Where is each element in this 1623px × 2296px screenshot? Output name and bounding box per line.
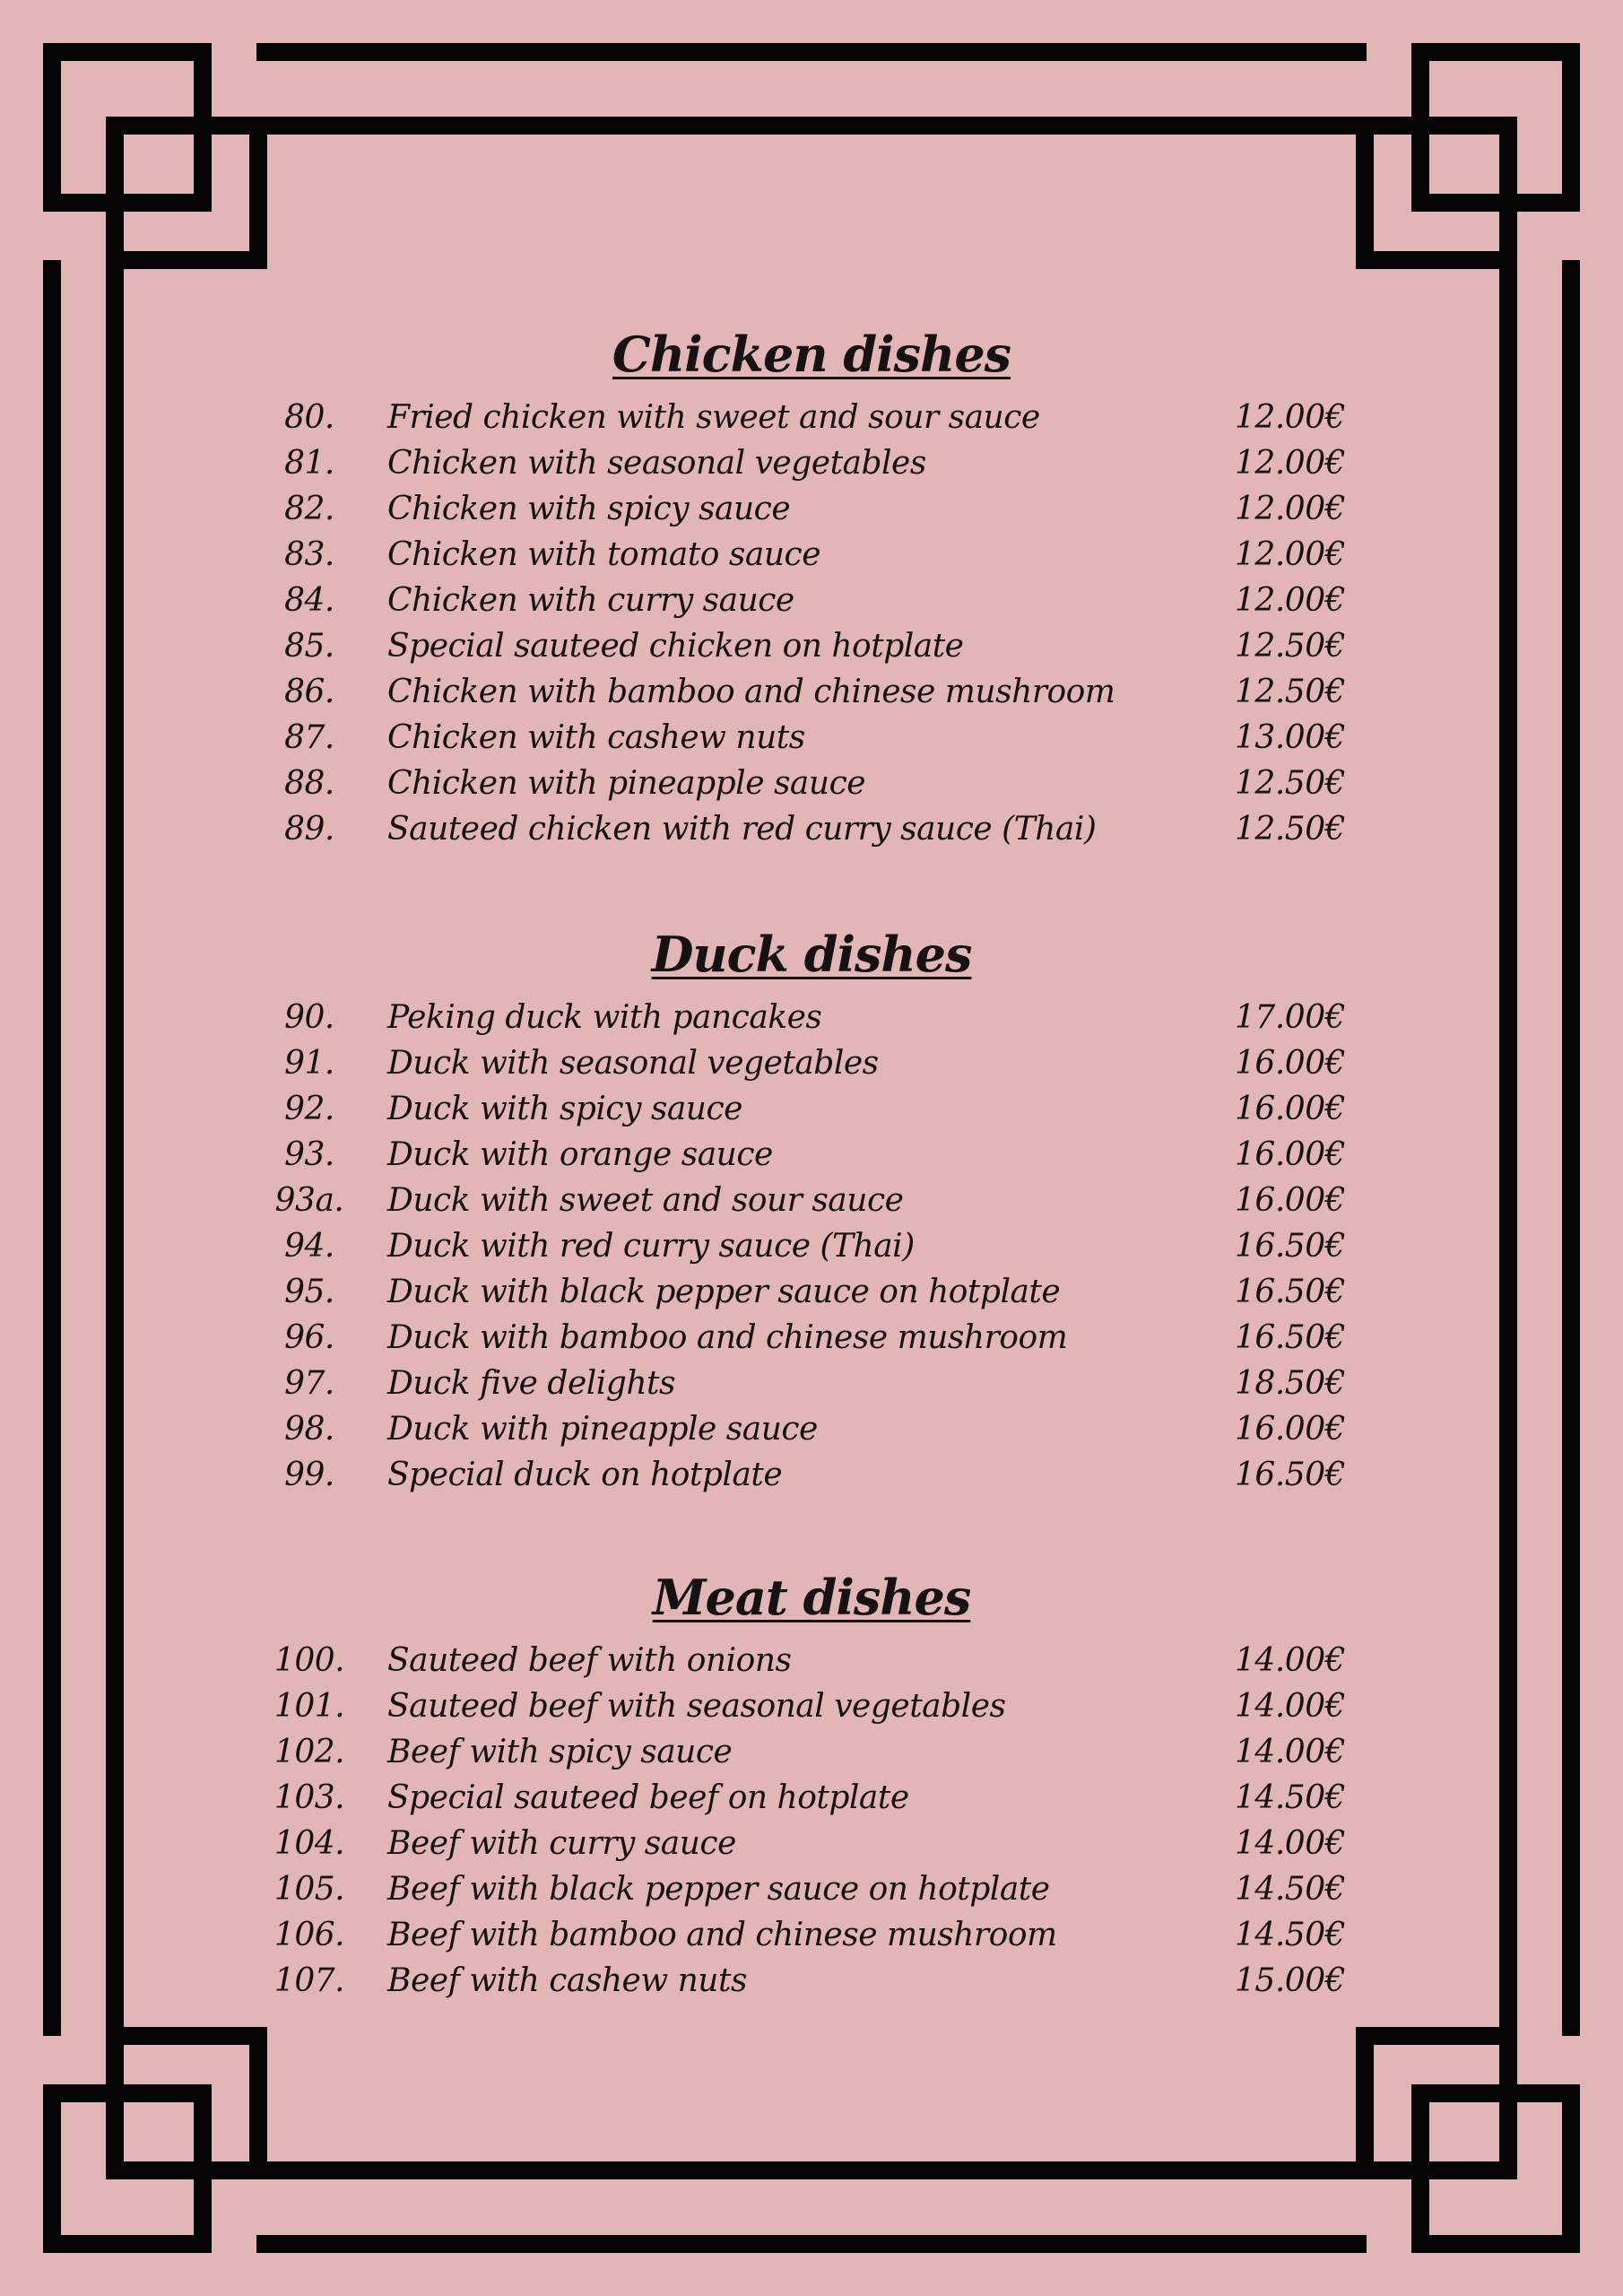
item-name: Duck with pineapple sauce [387, 1411, 818, 1448]
item-name: Duck with bamboo and chinese mushroom [387, 1319, 1068, 1356]
item-name: Sauteed chicken with red curry sauce (Thai) [387, 811, 1097, 848]
item-name: Beef with bamboo and chinese mushroom [387, 1917, 1057, 1953]
item-number: 101. [273, 1688, 345, 1725]
item-price: 14.50€ [1235, 1779, 1345, 1816]
item-number: 85. [284, 628, 334, 665]
item-name: Duck with sweet and sour sauce [387, 1182, 904, 1219]
menu-item [0, 1315, 1623, 1361]
menu-item [0, 1452, 1623, 1498]
item-number: 92. [284, 1091, 334, 1127]
item-name: Duck with red curry sauce (Thai) [387, 1228, 915, 1265]
item-price: 14.50€ [1235, 1871, 1345, 1908]
item-price: 12.00€ [1235, 445, 1345, 482]
item-name: Chicken with tomato sauce [387, 536, 820, 573]
item-name: Peking duck with pancakes [387, 999, 822, 1036]
item-price: 16.00€ [1235, 1045, 1345, 1082]
item-number: 104. [273, 1825, 345, 1862]
corner-inner-top-left [115, 126, 258, 260]
menu-item [0, 1912, 1623, 1958]
item-price: 14.00€ [1235, 1642, 1345, 1679]
item-name: Chicken with cashew nuts [387, 719, 805, 756]
item-name: Chicken with curry sauce [387, 582, 794, 619]
item-price: 16.00€ [1235, 1136, 1345, 1173]
menu-item [0, 486, 1623, 532]
item-name: Chicken with pineapple sauce [387, 765, 866, 802]
item-price: 16.00€ [1235, 1411, 1345, 1448]
item-price: 12.50€ [1235, 765, 1345, 802]
menu-item [0, 1178, 1623, 1223]
item-price: 16.50€ [1235, 1457, 1345, 1493]
item-number: 82. [284, 491, 334, 527]
item-number: 94. [284, 1228, 334, 1265]
item-name: Duck with black pepper sauce on hotplate [387, 1274, 1061, 1310]
item-price: 16.50€ [1235, 1274, 1345, 1310]
menu-item [0, 995, 1623, 1040]
section-title: Meat dishes [652, 1569, 971, 1626]
item-number: 107. [273, 1962, 345, 1999]
item-name: Sauteed beef with onions [387, 1642, 792, 1679]
menu-item [0, 1361, 1623, 1406]
menu-item [0, 395, 1623, 440]
item-number: 95. [284, 1274, 334, 1310]
item-name: Duck with orange sauce [387, 1136, 773, 1173]
item-name: Duck five delights [387, 1365, 675, 1402]
menu-item [0, 715, 1623, 761]
item-number: 80. [284, 399, 334, 436]
item-number: 93a. [274, 1182, 344, 1219]
item-price: 12.50€ [1235, 628, 1345, 665]
item-number: 83. [284, 536, 334, 573]
menu-item [0, 669, 1623, 715]
menu-item [0, 1223, 1623, 1269]
item-name: Beef with black pepper sauce on hotplate [387, 1871, 1050, 1908]
item-price: 16.00€ [1235, 1182, 1345, 1219]
item-name: Chicken with seasonal vegetables [387, 445, 926, 482]
item-name: Beef with cashew nuts [387, 1962, 747, 1999]
menu-item [0, 1086, 1623, 1132]
corner-inner-top-right [1365, 126, 1508, 260]
item-number: 100. [273, 1642, 345, 1679]
item-number: 88. [284, 765, 334, 802]
item-number: 90. [284, 999, 334, 1036]
menu-item [0, 1638, 1623, 1683]
menu-item [0, 1866, 1623, 1912]
menu-item [0, 1132, 1623, 1178]
item-name: Beef with spicy sauce [387, 1734, 733, 1770]
menu-item [0, 440, 1623, 486]
item-price: 16.50€ [1235, 1228, 1345, 1265]
item-price: 14.00€ [1235, 1688, 1345, 1725]
menu-item [0, 1040, 1623, 1086]
menu-item [0, 532, 1623, 578]
item-number: 86. [284, 674, 334, 710]
item-name: Chicken with bamboo and chinese mushroom [387, 674, 1115, 710]
item-price: 12.00€ [1235, 491, 1345, 527]
menu-item [0, 1958, 1623, 2004]
corner-inner-bottom-right [1365, 2036, 1508, 2170]
item-price: 16.50€ [1235, 1319, 1345, 1356]
menu-item [0, 1406, 1623, 1452]
item-price: 16.00€ [1235, 1091, 1345, 1127]
item-name: Beef with curry sauce [387, 1825, 736, 1862]
item-number: 97. [284, 1365, 334, 1402]
item-name: Sauteed beef with seasonal vegetables [387, 1688, 1006, 1725]
item-name: Duck with spicy sauce [387, 1091, 742, 1127]
item-number: 96. [284, 1319, 334, 1356]
item-number: 105. [273, 1871, 345, 1908]
item-price: 13.00€ [1235, 719, 1345, 756]
item-name: Duck with seasonal vegetables [387, 1045, 879, 1082]
item-price: 12.50€ [1235, 811, 1345, 848]
item-number: 93. [284, 1136, 334, 1173]
item-name: Fried chicken with sweet and sour sauce [387, 399, 1040, 436]
item-name: Special sauteed beef on hotplate [387, 1779, 909, 1816]
item-name: Special duck on hotplate [387, 1457, 783, 1493]
item-number: 87. [284, 719, 334, 756]
item-price: 12.00€ [1235, 399, 1345, 436]
item-number: 99. [284, 1457, 334, 1493]
item-price: 14.50€ [1235, 1917, 1345, 1953]
item-number: 103. [273, 1779, 345, 1816]
section-title: Chicken dishes [612, 326, 1011, 383]
item-number: 89. [284, 811, 334, 848]
item-number: 84. [284, 582, 334, 619]
menu-item [0, 806, 1623, 852]
item-price: 14.00€ [1235, 1825, 1345, 1862]
item-price: 15.00€ [1235, 1962, 1345, 1999]
item-price: 12.00€ [1235, 582, 1345, 619]
item-price: 18.50€ [1235, 1365, 1345, 1402]
item-name: Special sauteed chicken on hotplate [387, 628, 964, 665]
item-number: 106. [273, 1917, 345, 1953]
corner-inner-bottom-left [115, 2036, 258, 2170]
menu-item [0, 623, 1623, 669]
menu-item [0, 1775, 1623, 1821]
menu-item [0, 761, 1623, 806]
item-number: 81. [284, 445, 334, 482]
item-number: 98. [284, 1411, 334, 1448]
item-price: 12.50€ [1235, 674, 1345, 710]
item-price: 14.00€ [1235, 1734, 1345, 1770]
item-price: 17.00€ [1235, 999, 1345, 1036]
section-title: Duck dishes [651, 926, 972, 983]
item-price: 12.00€ [1235, 536, 1345, 573]
item-number: 91. [284, 1045, 334, 1082]
menu-item [0, 1729, 1623, 1775]
item-name: Chicken with spicy sauce [387, 491, 791, 527]
menu-item [0, 1821, 1623, 1866]
menu-item [0, 1683, 1623, 1729]
menu-item [0, 578, 1623, 623]
item-number: 102. [273, 1734, 345, 1770]
menu-item [0, 1269, 1623, 1315]
